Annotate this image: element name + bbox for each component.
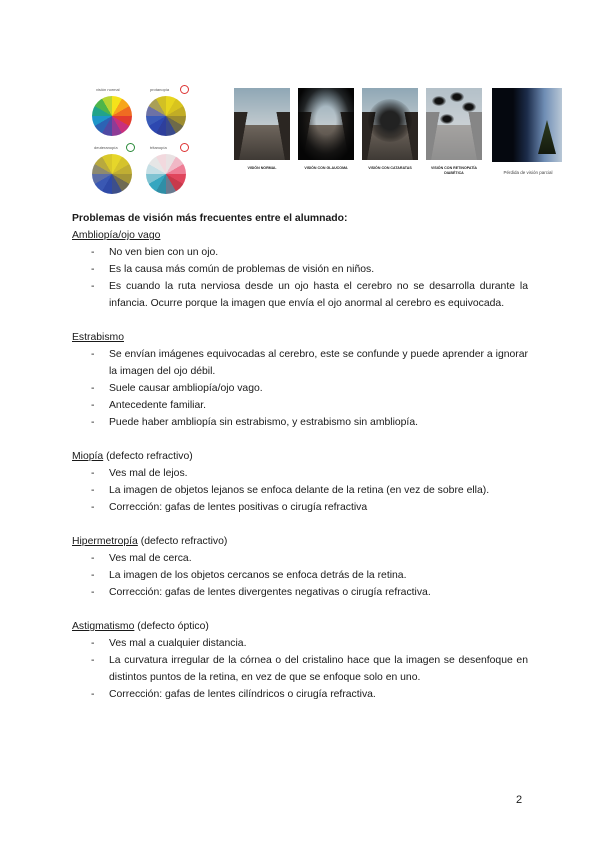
list-item: - Corrección: gafas de lentes positivas o cirugía refractiva	[72, 499, 528, 516]
list-item: - Suele causar ambliopía/ojo vago.	[72, 380, 528, 397]
list-item: - No ven bien con un ojo.	[72, 244, 528, 261]
green-cone-icon	[126, 143, 135, 152]
list-item: - Antecedente familiar.	[72, 397, 528, 414]
wheel-label: protanopía	[150, 87, 170, 92]
wheel-label: visión normal	[96, 87, 120, 92]
vision-photos-figure	[234, 88, 553, 188]
list-item: - Es la causa más común de problemas de visión en niños.	[72, 261, 528, 278]
color-wheel-deuteranopia	[92, 154, 132, 194]
list-item: - Se envían imágenes equivocadas al cerebro, este se confunde y puede aprender a ignorar la imagen del ojo débil.	[72, 346, 528, 380]
document-body	[72, 210, 528, 703]
bullet-list	[72, 465, 528, 516]
bullet-list	[72, 635, 528, 703]
bullet-list	[72, 346, 528, 431]
section-title-astigmatismo: Astigmatismo (defecto óptico)	[72, 621, 209, 632]
photo-partial-vision-loss	[492, 88, 562, 162]
list-item: - La imagen de objetos lejanos se enfoca delante de la retina (en vez de sobre ella).	[72, 482, 528, 499]
color-wheel-protanopia	[146, 96, 186, 136]
photo-caption: VISIÓN CON GLAUCOMA	[304, 166, 348, 170]
blue-cone-icon	[180, 143, 189, 152]
photo-normal-vision	[234, 88, 290, 160]
list-item: - Corrección: gafas de lentes cilíndricos o cirugía refractiva.	[72, 686, 528, 703]
photo-caption: Pérdida de visión parcial	[503, 170, 553, 175]
list-item: - Es cuando la ruta nerviosa desde un ojo hasta el cerebro no se desarrolla durante la infancia. Ocurre porque la imagen que envía el ojo anormal al cerebro es equivocada.	[72, 278, 528, 312]
bullet-list	[72, 550, 528, 601]
photo-caption: VISIÓN NORMAL	[247, 166, 277, 170]
list-item: - Puede haber ambliopía sin estrabismo, y estrabismo sin ambliopía.	[72, 414, 528, 431]
list-item: - La curvatura irregular de la córnea o del cristalino hace que la imagen se desenfoque en distintos puntos de la retina, en vez de que se enfoque solo en uno.	[72, 652, 528, 686]
color-wheel-normal	[92, 96, 132, 136]
list-item: - La imagen de los objetos cercanos se enfoca detrás de la retina.	[72, 567, 528, 584]
wheel-label: tritanopía	[150, 145, 167, 150]
section-title-ambliopia: Ambliopía/ojo vago	[72, 230, 161, 241]
color-wheel-tritanopia	[146, 154, 186, 194]
bullet-list	[72, 244, 528, 312]
list-item: - Corrección: gafas de lentes divergentes negativas o cirugía refractiva.	[72, 584, 528, 601]
photo-cataracts	[362, 88, 418, 160]
photo-caption: VISIÓN CON CATARATAS	[368, 166, 412, 170]
list-item: - Ves mal de cerca.	[72, 550, 528, 567]
section-title-hipermetropia: Hipermetropía (defecto refractivo)	[72, 536, 228, 547]
color-wheels-figure	[88, 84, 198, 196]
page-number: 2	[516, 794, 523, 806]
photo-caption: VISIÓN CON RETINOPATÍA DIABÉTICA	[431, 166, 477, 175]
section-heading: Problemas de visión más frecuentes entre el alumnado:	[72, 213, 348, 224]
list-item: - Ves mal de lejos.	[72, 465, 528, 482]
photo-glaucoma	[298, 88, 354, 160]
wheel-label: deuteranopía	[94, 145, 118, 150]
section-title-estrabismo: Estrabismo	[72, 332, 124, 343]
photo-diabetic-retinopathy	[426, 88, 482, 160]
section-title-miopia: Miopía (defecto refractivo)	[72, 451, 193, 462]
red-cone-icon	[180, 85, 189, 94]
list-item: - Ves mal a cualquier distancia.	[72, 635, 528, 652]
